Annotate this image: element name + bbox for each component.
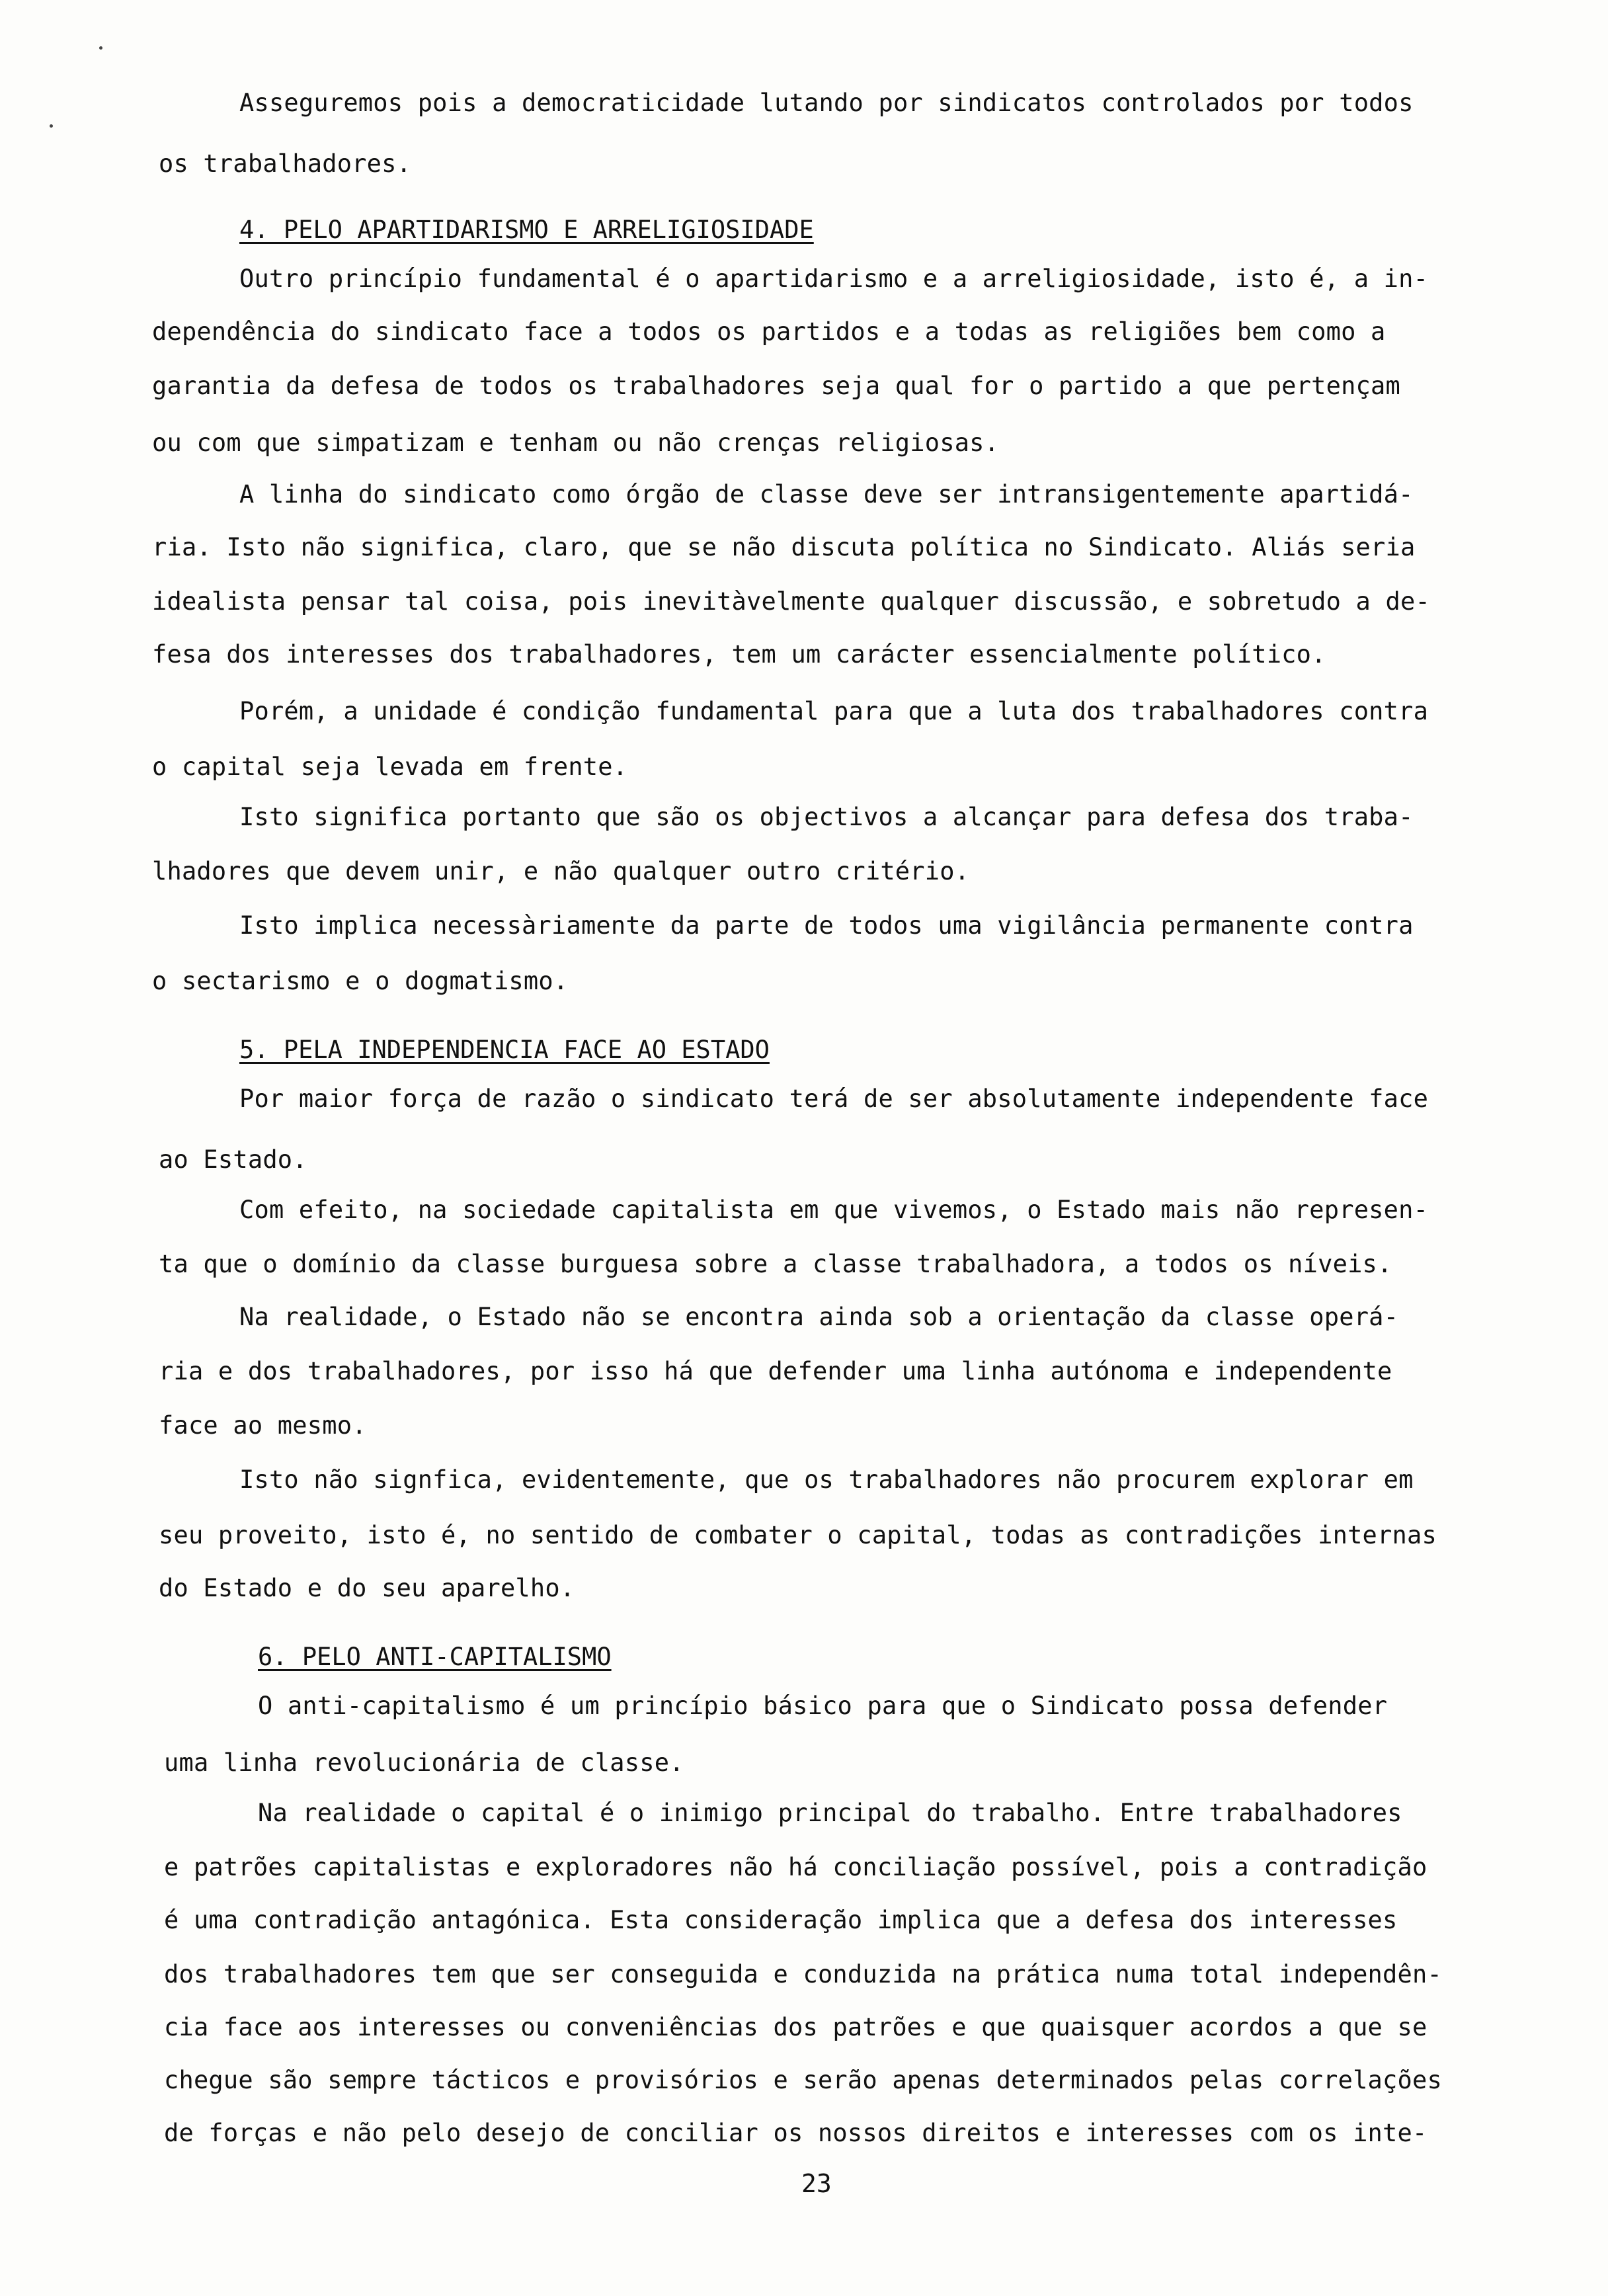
paragraph-line: ao Estado. <box>159 1145 307 1174</box>
section-heading-apartidarismo: 4. PELO APARTIDARISMO E ARRELIGIOSIDADE <box>239 216 814 244</box>
section-heading-anti-capitalismo: 6. PELO ANTI-CAPITALISMO <box>258 1643 612 1671</box>
paragraph-line: o sectarismo e o dogmatismo. <box>152 967 569 995</box>
paragraph-line: chegue são sempre tácticos e provisórios e serão apenas determinados pelas correlações <box>164 2066 1442 2094</box>
paragraph-line: Isto não signfica, evidentemente, que os trabalhadores não procurem explorar em <box>239 1465 1414 1494</box>
paragraph-line: O anti-capitalismo é um princípio básico para que o Sindicato possa defender <box>258 1692 1388 1720</box>
page-number: 23 <box>801 2169 832 2198</box>
paragraph-line: Por maior força de razão o sindicato terá de ser absolutamente independente face <box>239 1085 1429 1113</box>
paragraph-line: ria e dos trabalhadores, por isso há que defender uma linha autónoma e independente <box>159 1357 1392 1385</box>
paragraph-line: Isto significa portanto que são os objectivos a alcançar para defesa dos traba- <box>239 803 1414 831</box>
paragraph-line: o capital seja levada em frente. <box>152 753 628 781</box>
scan-speck <box>50 124 53 128</box>
paragraph-line: cia face aos interesses ou conveniências dos patrões e que quaisquer acordos a que se <box>164 2013 1427 2041</box>
section-heading-independencia: 5. PELA INDEPENDENCIA FACE AO ESTADO <box>239 1036 770 1064</box>
paragraph-line: Outro princípio fundamental é o apartidarismo e a arreligiosidade, isto é, a in- <box>239 265 1429 293</box>
paragraph-line: lhadores que devem unir, e não qualquer outro critério. <box>152 857 970 885</box>
paragraph-line: Com efeito, na sociedade capitalista em que vivemos, o Estado mais não represen- <box>239 1196 1429 1224</box>
paragraph-line: face ao mesmo. <box>159 1411 367 1440</box>
paragraph-line: é uma contradição antagónica. Esta consideração implica que a defesa dos interesses <box>164 1906 1398 1934</box>
scan-speck <box>99 46 102 50</box>
paragraph-line: ria. Isto não significa, claro, que se não discuta política no Sindicato. Aliás seria <box>152 533 1416 561</box>
paragraph-line: Na realidade, o Estado não se encontra ainda sob a orientação da classe operá- <box>239 1303 1399 1331</box>
paragraph-line: fesa dos interesses dos trabalhadores, tem um carácter essencialmente político. <box>152 640 1326 669</box>
paragraph-line: ta que o domínio da classe burguesa sobre a classe trabalhadora, a todos os níveis. <box>159 1250 1392 1278</box>
paragraph-line: idealista pensar tal coisa, pois inevitàvelmente qualquer discussão, e sobretudo a de- <box>152 587 1430 616</box>
paragraph-line: Na realidade o capital é o inimigo principal do trabalho. Entre trabalhadores <box>258 1799 1402 1827</box>
paragraph-line: seu proveito, isto é, no sentido de combater o capital, todas as contradições internas <box>159 1521 1437 1549</box>
paragraph-line: dependência do sindicato face a todos os partidos e a todas as religiões bem como a <box>152 317 1386 346</box>
paragraph-line: Isto implica necessàriamente da parte de todos uma vigilância permanente contra <box>239 911 1414 940</box>
paragraph-line: A linha do sindicato como órgão de classe deve ser intransigentemente apartidá- <box>239 480 1414 509</box>
paragraph-line: e patrões capitalistas e exploradores não há conciliação possível, pois a contradição <box>164 1853 1427 1881</box>
paragraph-line: Asseguremos pois a democraticidade lutando por sindicatos controlados por todos <box>239 89 1414 117</box>
paragraph-line: garantia da defesa de todos os trabalhadores seja qual for o partido a que pertençam <box>152 372 1400 400</box>
paragraph-line: ou com que simpatizam e tenham ou não crenças religiosas. <box>152 429 1000 457</box>
paragraph-line: de forças e não pelo desejo de conciliar os nossos direitos e interesses com os inte- <box>164 2119 1427 2147</box>
paragraph-line: dos trabalhadores tem que ser conseguida e conduzida na prática numa total independên- <box>164 1960 1442 1988</box>
paragraph-line: os trabalhadores. <box>159 149 412 178</box>
paragraph-line: do Estado e do seu aparelho. <box>159 1574 575 1602</box>
paragraph-line: Porém, a unidade é condição fundamental para que a luta dos trabalhadores contra <box>239 697 1429 725</box>
paragraph-line: uma linha revolucionária de classe. <box>164 1748 684 1777</box>
